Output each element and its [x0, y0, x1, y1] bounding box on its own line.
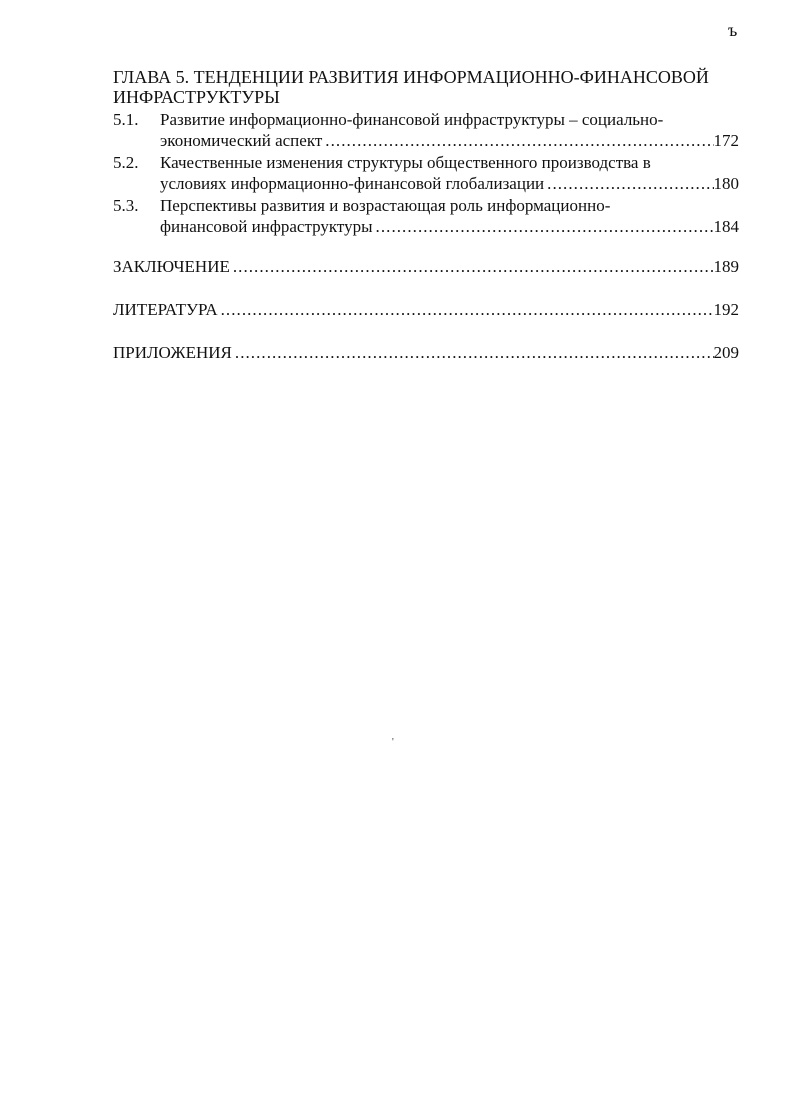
page-corner-mark: ъ [728, 20, 738, 40]
toc-section-5-2 [113, 152, 739, 194]
entry-title: ПРИЛОЖЕНИЯ [113, 343, 232, 362]
section-title-text: экономический аспект [160, 131, 323, 150]
entry-title: ЗАКЛЮЧЕНИЕ [113, 257, 230, 276]
toc-entry-literature [113, 299, 739, 320]
section-title-text: финансовой инфраструктуры [160, 217, 373, 236]
dot-leader [218, 299, 714, 320]
dot-leader [322, 130, 713, 151]
entry-title: ЛИТЕРАТУРА [113, 300, 218, 319]
page-number: 180 [713, 174, 739, 193]
page-number: 172 [713, 131, 739, 150]
dot-leader [544, 173, 713, 194]
page-number: 189 [713, 257, 739, 276]
section-number: 5.3. [113, 196, 139, 215]
section-title-line-1: Качественные изменения структуры общественного производства в [160, 153, 651, 172]
section-title-line-1: Перспективы развития и возрастающая роль информационно- [160, 196, 611, 215]
toc-entry-conclusion [113, 256, 739, 277]
section-title-text: условиях информационно-финансовой глобализации [160, 174, 545, 193]
section-body [160, 195, 739, 237]
page-number: 209 [713, 343, 739, 362]
dot-leader [232, 342, 714, 363]
section-title-line-2 [160, 130, 739, 151]
section-title-line-2 [160, 173, 739, 194]
section-number: 5.1. [113, 110, 139, 129]
chapter-title-line-1: ГЛАВА 5. ТЕНДЕНЦИИ РАЗВИТИЯ ИНФОРМАЦИОННО-ФИНАНСОВОЙ [113, 67, 709, 87]
chapter-sections [113, 109, 739, 237]
toc-section-5-3 [113, 195, 739, 237]
toc-section-5-1 [113, 109, 739, 151]
chapter-title-line-2: ИНФРАСТРУКТУРЫ [113, 87, 280, 107]
section-body [160, 152, 739, 194]
section-title-line-2 [160, 216, 739, 237]
dot-leader [373, 216, 714, 237]
table-of-contents [113, 66, 739, 363]
section-title-line-1: Развитие информационно-финансовой инфраструктуры – социально- [160, 110, 664, 129]
page-number: 192 [713, 300, 739, 319]
toc-entry-appendices [113, 342, 739, 363]
section-number: 5.2. [113, 153, 139, 172]
dot-leader [230, 256, 714, 277]
stray-mark: ' [392, 737, 394, 748]
section-body [160, 109, 739, 151]
page-number: 184 [713, 217, 739, 236]
